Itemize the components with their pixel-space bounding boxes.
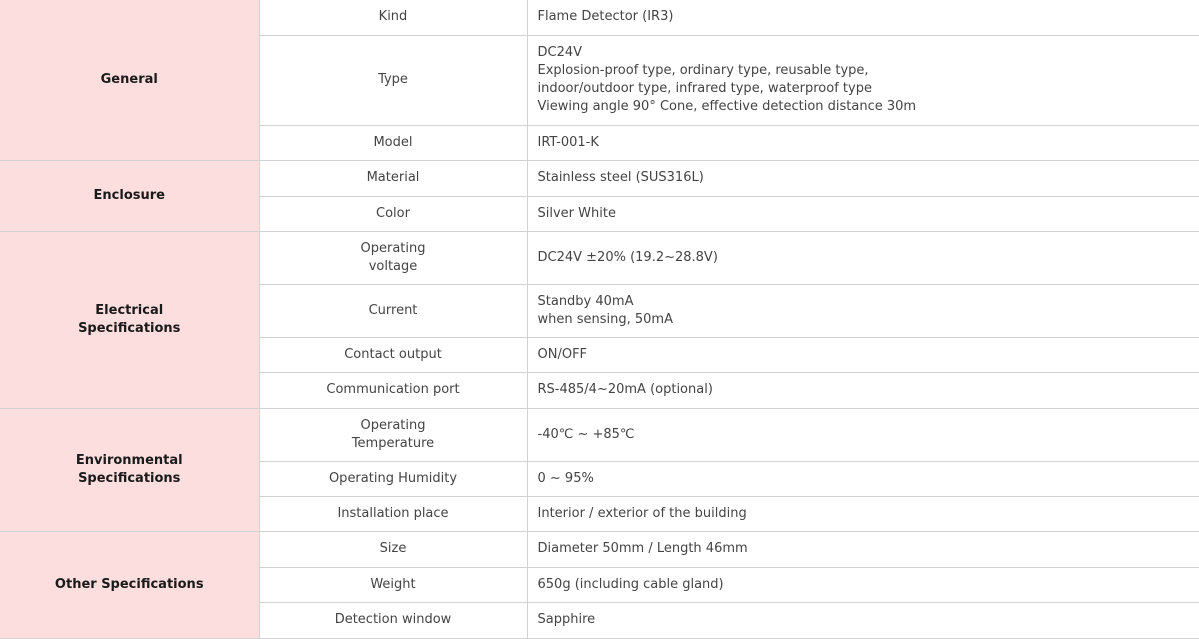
spec-label: Material [259, 160, 527, 196]
spec-value: Diameter 50mm / Length 46mm [527, 531, 1199, 567]
spec-label: Color [259, 196, 527, 231]
spec-label: Operating Temperature [259, 408, 527, 461]
spec-value: 650g (including cable gland) [527, 567, 1199, 602]
table-row [0, 0, 1199, 35]
spec-value: Standby 40mA when sensing, 50mA [527, 284, 1199, 337]
spec-label: Current [259, 284, 527, 337]
spec-value: ON/OFF [527, 337, 1199, 372]
spec-value: Stainless steel (SUS316L) [527, 160, 1199, 196]
spec-label: Communication port [259, 372, 527, 408]
spec-label: Kind [259, 0, 527, 35]
spec-value: -40℃ ~ +85℃ [527, 408, 1199, 461]
spec-label: Contact output [259, 337, 527, 372]
spec-value: DC24V ±20% (19.2~28.8V) [527, 231, 1199, 284]
table-row [0, 408, 1199, 461]
spec-label: Operating voltage [259, 231, 527, 284]
spec-label: Installation place [259, 496, 527, 531]
category-environmental-specifications: Environmental Specifications [0, 408, 259, 531]
category-general: General [0, 0, 259, 160]
category-enclosure: Enclosure [0, 160, 259, 231]
spec-label: Operating Humidity [259, 461, 527, 496]
table-row [0, 231, 1199, 284]
spec-value: Silver White [527, 196, 1199, 231]
spec-value: Flame Detector (IR3) [527, 0, 1199, 35]
category-other-specifications: Other Specifications [0, 531, 259, 638]
spec-label: Detection window [259, 602, 527, 638]
spec-value: RS-485/4~20mA (optional) [527, 372, 1199, 408]
category-electrical-specifications: Electrical Specifications [0, 231, 259, 408]
spec-label: Weight [259, 567, 527, 602]
table-row [0, 160, 1199, 196]
table-row [0, 531, 1199, 567]
spec-label: Model [259, 125, 527, 160]
spec-label: Type [259, 35, 527, 125]
spec-value: Sapphire [527, 602, 1199, 638]
spec-value: IRT-001-K [527, 125, 1199, 160]
spec-value: DC24V Explosion-proof type, ordinary type, reusable type, indoor/outdoor type, infrared type, waterproof type Viewing angle 90° Cone, effective detection distance 30m [527, 35, 1199, 125]
spec-value: 0 ~ 95% [527, 461, 1199, 496]
spec-label: Size [259, 531, 527, 567]
spec-value: Interior / exterior of the building [527, 496, 1199, 531]
